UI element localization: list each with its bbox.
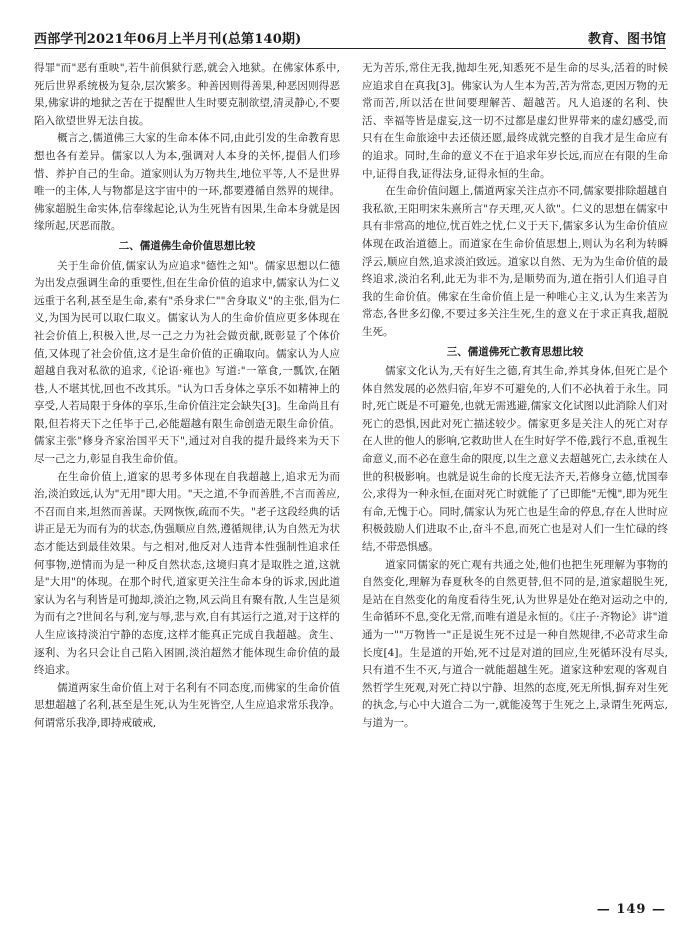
paragraph: 儒道两家生命价值上对于名利有不同态度,而佛家的生命价值思想超越了名利,甚至是生死,认为生死皆空,人生应追求常乐我净。何谓常乐我净,即持戒破戒, xyxy=(34,681,340,729)
section-title: 教育、图书馆 xyxy=(587,32,666,47)
left-column xyxy=(34,60,340,890)
page-number: — 149 — xyxy=(596,902,666,917)
paragraph: 无为苦乐,常住无我,抛却生死,知悉死不是生命的尽头,活着的时候应追求自在真我[3]。佛家认为人生本为苦,苦为常态,更因万物的无常而苦,所以活在世间要理解苦、超越苦。凡人追逐的名利、快活、幸福等皆是虚妄,这一切不过都是虚幻世界带来的虚幻感受,而只有在生命旅途中去还债还愿,最终成就完整的自我才是生命应有的追求。同时,生命的意义不在于追求年岁长远,而应在有限的生命中,证得自我,证得法身,证得永恒的生命。 xyxy=(362,62,668,180)
section-heading: 二、儒道佛生命价值思想比较 xyxy=(118,239,256,252)
journal-title: 西部学刊2021年06月上半月刊(总第140期) xyxy=(34,32,302,47)
paragraph: 儒家文化认为,天有好生之德,育其生命,养其身体,但死亡是个体自然发展的必然归宿,年岁不可避免的,人们不必执着于永生。同时,死亡既是不可避免,也就无需逃避,儒家文化试图以此消除人们对死亡的恐惧,因此对死亡描述较少。儒家更多是关注人的死亡对存在人世的他人的影响,它救助世人在生时好学不倦,践行不息,重视生命意义,而不必在意生命的限度,以生之意义去超越死亡,去永续在人世的积极影响。也就是说生命的长度无法齐天,若修身立德,忧国奉公,求得为一种永恒,在面对死亡时就能了了已即能"无愧",即为死生有命,无愧于心。同时,儒家认为死亡也是生命的停息,存在人世时应积极鼓励人们进取不止,奋斗不息,而死亡也是对人们一生忙碌的终结,不带恐惧感。 xyxy=(362,365,668,554)
right-column xyxy=(362,60,668,890)
paragraph: 关于生命价值,儒家认为应追求"德性之知"。儒家思想以仁德为出发点强调生命的重要性,但在生命价值的追求中,儒家认为仁义远重于名利,甚至是生命,素有"杀身求仁""舍身取义"的主张,倡为仁义,为国为民可以取仁取义。儒家认为人的生命价值应更多体现在社会价值上,积极入世,尽一己之力为社会做贡献,既彰显了个体价值,又体现了社会价值,这才是生命价值的正确取向。儒家认为人应超越自我对私欲的追求,《论语·雍也》写道:"一箪食,一瓢饮,在陋巷,人不堪其忧,回也不改其乐。"认为口舌身体之享乐不如精神上的享受,人若局限于身体的享乐,生命价值注定会缺失[3]。生命尚且有限,但若将天下之任毕于己,必能超越有限生命创造无限生命价值。儒家主张"修身齐家治国平天下",通过对自我的提升最终来为天下尽一己之力,彰显自我生命价值。 xyxy=(34,259,340,466)
paragraph: 在生命价值问题上,儒道两家关注点亦不同,儒家要排除超越自我私欲,王阳明宋朱熹所言"存天理,灭人欲"。仁义的思想在儒家中具有非常高的地位,忧百姓之忧,仁义于天下,儒家多认为生命价值应体现在政治道德上。而道家在生命价值思想上,则认为名利为转瞬浮云,顺应自然,追求淡泊致远。道家以自然、无为为生命价值的最终追求,淡泊名利,此无为非不为,是顺势而为,道在指引人们追寻自我的生命价值。佛家在生命价值上是一种唯心主义,认为生来苦为常态,各世多幻像,不要过多关注生死,生的意义在于求正真我,超脱生死。 xyxy=(362,185,668,338)
paragraph: 道家同儒家的死亡观有共通之处,他们也把生死理解为事物的自然变化,理解为春夏秋冬的自然更替,但不同的是,道家超脱生死,是站在自然变化的角度看待生死,认为世界是处在绝对运动之中的,生命循环不息,变化无常,而唯有道是永恒的。《庄子·齐物论》讲"道通为一""万物皆一"正是说生死不过是一种自然规律,不必苛求生命长度[4]。生是道的开始,死不过是对道的回应,生死循环没有尽头,只有道不生不灭,与道合一就能超越生死。道家这种宏观的客观自然哲学生死观,对死亡持以宁静、坦然的态度,死无所惧,摒弃对生死的执念,与心中大道合二为一,就能凌驾于生死之上,录谓生死两忘,与道为一。 xyxy=(362,558,668,729)
paragraph: 得罪"而"恶有重映",若牛前俱狱行恶,就会入地狱。在佛家体系中,死后世界系统极为复杂,层次繁多。种善因则得善果,种恶因则得恶果,佛家讲的地狱之苦在于提醒世人生时要克制欲望,清灵静心,不要陷入欲望世界无法自拔。 xyxy=(34,62,340,127)
section-heading: 三、儒道佛死亡教育思想比较 xyxy=(446,345,584,358)
page-header xyxy=(34,24,666,49)
paragraph: 在生命价值上,道家的思考多体现在自我超越上,追求无为而治,淡泊致远,认为"无用"即大用。"天之道,不争而善胜,不言而善应,不召而自来,坦然而善谋。天网恢恢,疏而不失。"老子这段经典的话讲正是无为而有为的状态,伪强顺应自然,遵循规律,认为自然无为状态才能达到最佳效果。与之相对,他反对人违背本性强制性追求任何事物,逆情而为是一种反自然状态,这境归真才是取胜之道,这就是"大用"的体现。在那个时代,道家更关注生命本身的诉求,因此道家认为名与利皆是可抛却,淡泊之物,风云尚且有聚有散,人生岂是须为而有之?世间名与利,宠与辱,悲与欢,自有其运行之道,对于这样的人生应该持淡泊宁静的态度,这样才能真正完成自我超越。贪生、逐利、为名只会让自己陷入困圄,淡泊超然才能体现生命价值的最终追求。 xyxy=(34,470,340,677)
paragraph: 概言之,儒道佛三大家的生命本体不同,由此引发的生命教育思想也各有差异。儒家以人为本,强调对人本身的关怀,提倡人们珍惜、养护自己的生命。道家则认为万物共生,地位平等,人不是世界唯一的主体,人与物都是这宇宙中的一环,都要遵循自然界的规律。佛家超脱生命实体,信奉缘起论,认为生死皆有因果,生命本身就是因缘所起,厌恶而散。 xyxy=(34,132,340,233)
